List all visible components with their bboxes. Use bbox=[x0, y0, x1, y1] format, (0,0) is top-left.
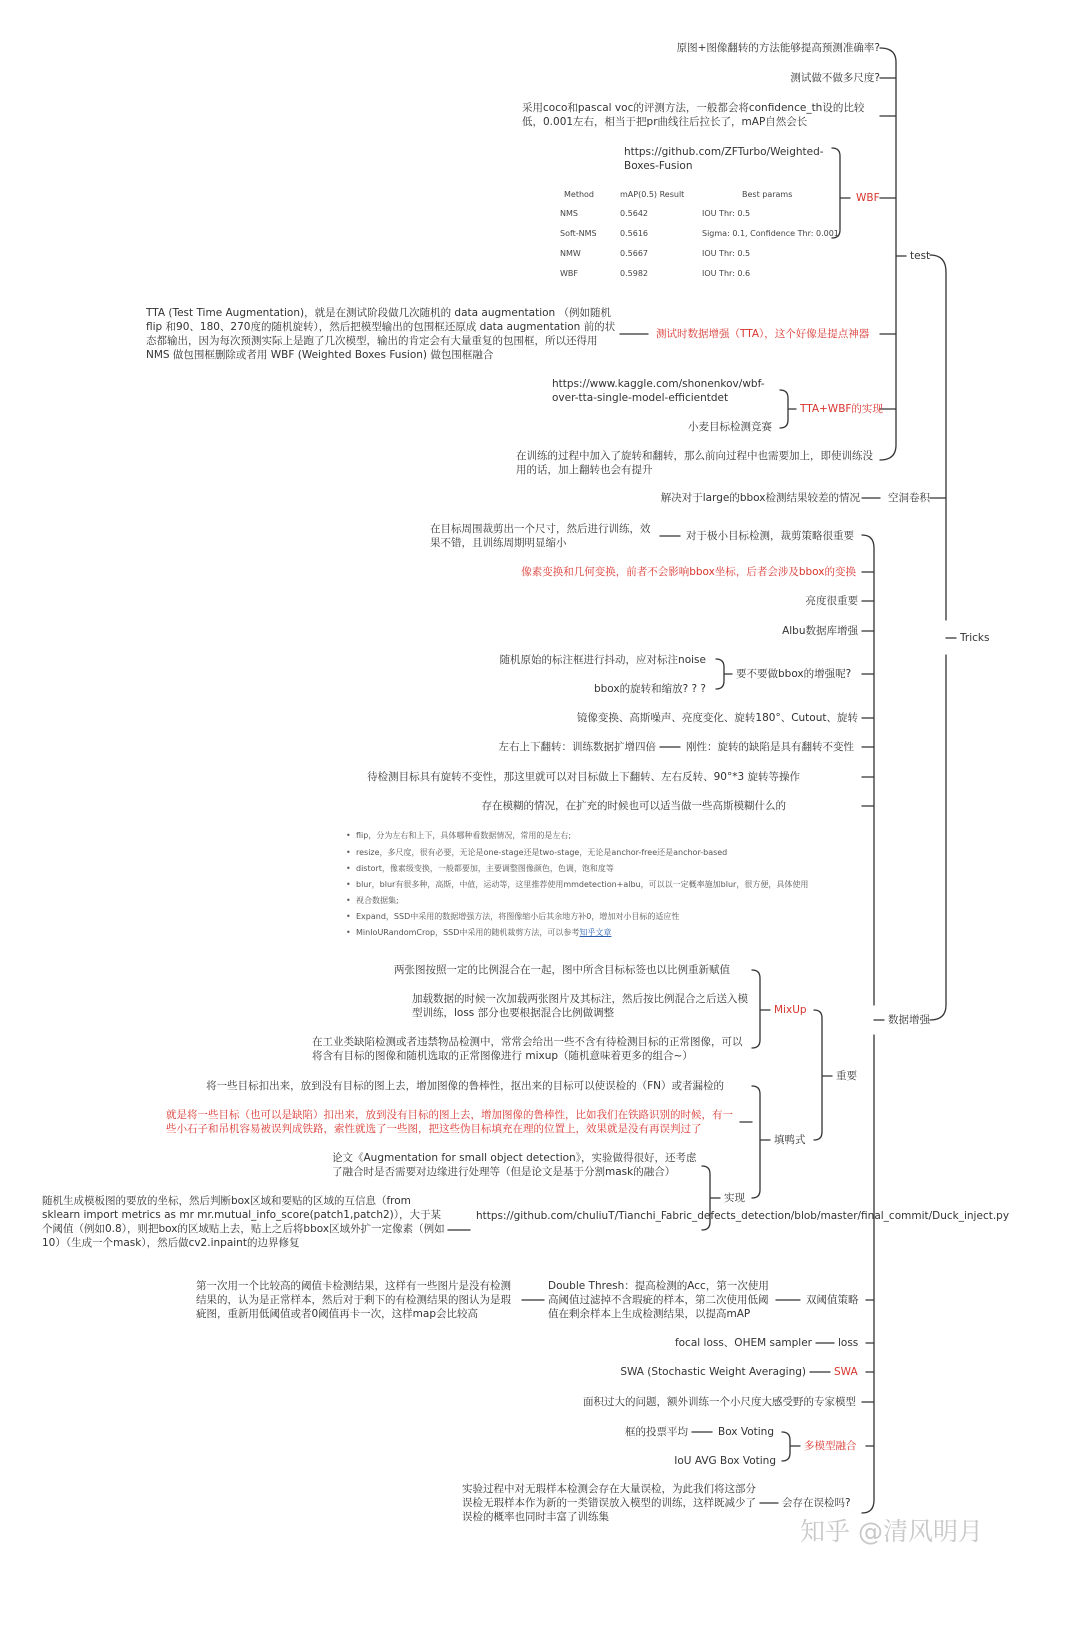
node-duck-link[interactable]: https://github.com/chuliuT/Tianchi_Fabric_defects_detection/blob/master/final_commit/Duck_inject.py bbox=[476, 1210, 1010, 1222]
node-multiscale-question[interactable]: 测试做不做多尺度? bbox=[790, 72, 880, 84]
node-rigid[interactable]: 刚性：旋转的缺陷是具有翻转不变性 bbox=[686, 741, 854, 753]
bullet-item: • resize，多尺度，很有必要，无论是one-stage还是two-stage，无论是anchor-free还是anchor-based bbox=[356, 847, 727, 859]
node-wheat-competition[interactable]: 小麦目标检测竞赛 bbox=[688, 421, 772, 433]
node-mirror[interactable]: 镜像变换、高斯噪声、亮度变化、旋转180°、Cutout、旋转 bbox=[576, 712, 858, 724]
node-flip-invariance[interactable]: 待检测目标具有旋转不变性，那这里就可以对目标做上下翻转、左右反转、90°*3 旋转等操作 bbox=[367, 771, 800, 783]
bullet-item: • blur，blur有很多种，高斯，中值，运动等，这里推荐使用mmdetection+albu，可以以一定概率施加blur，很方便，具体使用 bbox=[356, 879, 808, 891]
node-implementation[interactable]: 实现 bbox=[724, 1192, 745, 1204]
node-rotation-training[interactable]: 在训练的过程中加入了旋转和翻转，那么前向过程中也需要加上，即使训练没用的话，加上翻转也会有提升 bbox=[516, 450, 873, 476]
node-swa-description[interactable]: SWA (Stochastic Weight Averaging) bbox=[620, 1366, 806, 1378]
node-dual-threshold[interactable]: 双阈值策略 bbox=[806, 1294, 859, 1306]
node-pixel-geometric[interactable]: 像素变换和几何变换，前者不会影响bbox坐标，后者会涉及bbox的变换 bbox=[521, 566, 856, 578]
zhihu-article-link[interactable]: 知乎文章 bbox=[579, 928, 612, 937]
wbf-table-cell: WBF bbox=[560, 268, 578, 278]
wbf-table-cell: Soft-NMS bbox=[560, 228, 597, 238]
wbf-table-cell: Sigma: 0.1, Confidence Thr: 0.001 bbox=[702, 228, 839, 238]
wbf-table-cell: 0.5642 bbox=[620, 208, 648, 218]
node-blur[interactable]: 存在模糊的情况，在扩充的时候也可以适当做一些高斯模糊什么的 bbox=[481, 800, 786, 812]
node-tta-wbf[interactable]: TTA+WBF的实现 bbox=[800, 403, 883, 415]
table-row bbox=[560, 203, 845, 223]
wbf-table-cell: IOU Thr: 0.5 bbox=[702, 208, 751, 218]
wbf-table-cell: 0.5616 bbox=[620, 228, 648, 238]
node-albu[interactable]: Albu数据库增强 bbox=[782, 625, 858, 637]
node-tta[interactable]: 测试时数据增强（TTA），这个好像是提点神器 bbox=[656, 328, 870, 340]
node-data-augmentation[interactable]: 数据增强 bbox=[888, 1014, 930, 1026]
node-false-detection[interactable]: 会存在误检吗? bbox=[782, 1497, 851, 1509]
node-tricks[interactable]: Tricks bbox=[960, 632, 990, 644]
node-paste-2[interactable]: 就是将一些目标（也可以是缺陷）扣出来，放到没有目标的图上去，增加图像的鲁棒性，比如我们在铁路识别的时候，有一些小石子和吊机容易被误判成铁路，索性就选了一些图，把这些伪目标填充在理的位置上，效果就是没有再误判过了 bbox=[166, 1109, 733, 1135]
bullet-item bbox=[356, 927, 611, 939]
bullet-item: • Expand，SSD中采用的数据增强方法，将图像缩小后其余地方补0，增加对小目标的适应性 bbox=[356, 911, 679, 923]
wbf-table-cell: NMW bbox=[560, 248, 581, 258]
node-loss[interactable]: loss bbox=[838, 1337, 859, 1349]
node-box-voting[interactable]: Box Voting bbox=[718, 1426, 775, 1438]
node-small-object[interactable]: 对于极小目标检测，裁剪策略很重要 bbox=[686, 530, 854, 542]
bullet-continuation: • 视合数据集; bbox=[356, 895, 399, 907]
node-coco-eval[interactable]: 采用coco和pascal voc的评测方法，一般都会将confidence_th设的比较低，0.001左右，相当于把pr曲线往后拉长了，mAP自然会长 bbox=[522, 102, 865, 128]
node-jitter[interactable]: 随机原始的标注框进行抖动，应对标注noise bbox=[499, 654, 706, 666]
zhihu-watermark: 知乎 @清风明月 bbox=[800, 1517, 983, 1546]
node-updown-flip[interactable]: 左右上下翻转：训练数据扩增四倍 bbox=[498, 741, 656, 753]
wbf-table-cell: 0.5667 bbox=[620, 248, 648, 258]
table-row bbox=[560, 263, 845, 283]
wbf-table-header: mAP(0.5) Result bbox=[620, 189, 685, 199]
node-bbox-aug[interactable]: 要不要做bbox的增强呢? bbox=[736, 668, 852, 680]
node-vote-average[interactable]: 框的投票平均 bbox=[625, 1426, 688, 1438]
node-paste[interactable]: 填鸭式 bbox=[774, 1134, 806, 1146]
node-kaggle-link[interactable]: https://www.kaggle.com/shonenkov/wbf-over-tta-single-model-efficientdet bbox=[552, 378, 765, 404]
node-dual-left[interactable]: 第一次用一个比较高的阈值卡检测结果，这样有一些图片是没有检测结果的，认为是正常样本，然后对于剩下的有检测结果的图认为是瑕疵图，重新用低阈值或者0阈值再卡一次，这样map会比较高 bbox=[196, 1280, 511, 1320]
node-iou-avg-voting[interactable]: IoU AVG Box Voting bbox=[674, 1455, 776, 1467]
table-row bbox=[560, 243, 845, 263]
table-row bbox=[560, 223, 845, 243]
node-tta-description[interactable]: TTA (Test Time Augmentation)，就是在测试阶段做几次随机的 data augmentation （例如随机flip 和90、180、270度的随机旋转），然后把模型输出的包围框还原成 data augmentation 前的状态都输出，因为每次预测实际上是跑了几次模型，输出的肯定会有大量重复的包围框，所以还得用 NMS 做包围框删除或者用 WBF (Weighted Boxes Fusion) 做包围框融合 bbox=[146, 307, 616, 361]
node-bbox-rotate[interactable]: bbox的旋转和缩放? ? ? bbox=[593, 683, 706, 695]
bullet-item: • distort，像素级变换，一般都要加，主要调整图像颜色，色调，饱和度等 bbox=[356, 863, 614, 875]
node-important[interactable]: 重要 bbox=[836, 1070, 857, 1082]
node-wbf-link[interactable]: https://github.com/ZFTurbo/Weighted-Boxes-Fusion bbox=[624, 146, 824, 172]
node-crop-strategy[interactable]: 在目标周围裁剪出一个尺寸，然后进行训练，效果不错，且训练周期明显缩小 bbox=[430, 523, 651, 549]
node-expert-model[interactable]: 面积过大的问题，额外训练一个小尺度大感受野的专家模型 bbox=[583, 1396, 856, 1408]
bullet-item: • flip，分为左右和上下，具体哪种看数据情况，常用的是左右; bbox=[356, 830, 571, 842]
node-large-bbox[interactable]: 解决对于large的bbox检测结果较差的情况 bbox=[660, 492, 860, 504]
wbf-table-cell: IOU Thr: 0.5 bbox=[702, 248, 751, 258]
node-false-detection-description[interactable]: 实验过程中对无瑕样本检测会存在大量误检，为此我们将这部分误检无瑕样本作为新的一类错误放入模型的训练，这样既减少了误检的概率也同时丰富了训练集 bbox=[462, 1483, 756, 1523]
wbf-table-header: Best params bbox=[742, 189, 793, 199]
node-wbf[interactable]: WBF bbox=[856, 192, 880, 204]
node-test[interactable]: test bbox=[910, 250, 931, 262]
node-swa[interactable]: SWA bbox=[834, 1366, 858, 1378]
wbf-results-table bbox=[560, 185, 845, 283]
node-paste-1[interactable]: 将一些目标扣出来，放到没有目标的图上去，增加图像的鲁棒性，抠出来的目标可以使误检的（FN）或者漏检的 bbox=[206, 1080, 724, 1092]
node-dual-description[interactable]: Double Thresh：提高检测的Acc，第一次使用高阈值过滤掉不含瑕疵的样本，第二次使用低阈值在剩余样本上生成检测结果，以提高mAP bbox=[548, 1280, 769, 1320]
node-flip-question[interactable]: 原图+图像翻转的方法能够提高预测准确率? bbox=[676, 42, 880, 54]
node-mixup-1[interactable]: 两张图按照一定的比例混合在一起，图中所含目标标签也以比例重新赋值 bbox=[394, 964, 730, 976]
node-mixup[interactable]: MixUp bbox=[774, 1004, 807, 1016]
node-impl-description[interactable]: 随机生成模板图的要放的坐标，然后判断box区域和要贴的区域的互信息（from sklearn import metrics as mr mr.mutual_info_score(patch1,patch2)），大于某个阈值（例如0.8），则把box的区域贴上去，贴上之后将bbox区域外扩一定像素（例如10）（生成一个mask），然后做cv2.inpaint的边界修复 bbox=[42, 1195, 445, 1249]
node-mixup-3[interactable]: 在工业类缺陷检测或者违禁物品检测中，常常会给出一些不含有待检测目标的正常图像，可以将含有目标的图像和随机选取的正常图像进行 mixup（随机意味着更多的组合~） bbox=[312, 1036, 743, 1062]
bullet-text: MinIoURandomCrop，SSD中采用的随机裁剪方法，可以参考 bbox=[356, 928, 580, 937]
node-mixup-2[interactable]: 加载数据的时候一次加载两张图片及其标注，然后按比例混合之后送入模型训练，loss 部分也要根据混合比例做调整 bbox=[412, 993, 748, 1019]
node-paper[interactable]: 论文《Augmentation for small object detection》，实验做得很好，还考虑了融合时是否需要对边缘进行处理等（但是论文是基于分割mask的融合） bbox=[332, 1152, 697, 1178]
wbf-table-cell: 0.5982 bbox=[620, 268, 648, 278]
wbf-table-header: Method bbox=[564, 189, 595, 199]
node-dilated-conv[interactable]: 空洞卷积 bbox=[888, 492, 930, 504]
node-ensemble[interactable]: 多模型融合 bbox=[804, 1440, 857, 1452]
node-brightness[interactable]: 亮度很重要 bbox=[805, 595, 858, 607]
node-focal-loss[interactable]: focal loss、OHEM sampler bbox=[674, 1337, 812, 1349]
wbf-table-cell: IOU Thr: 0.6 bbox=[702, 268, 751, 278]
wbf-table-cell: NMS bbox=[560, 208, 578, 218]
